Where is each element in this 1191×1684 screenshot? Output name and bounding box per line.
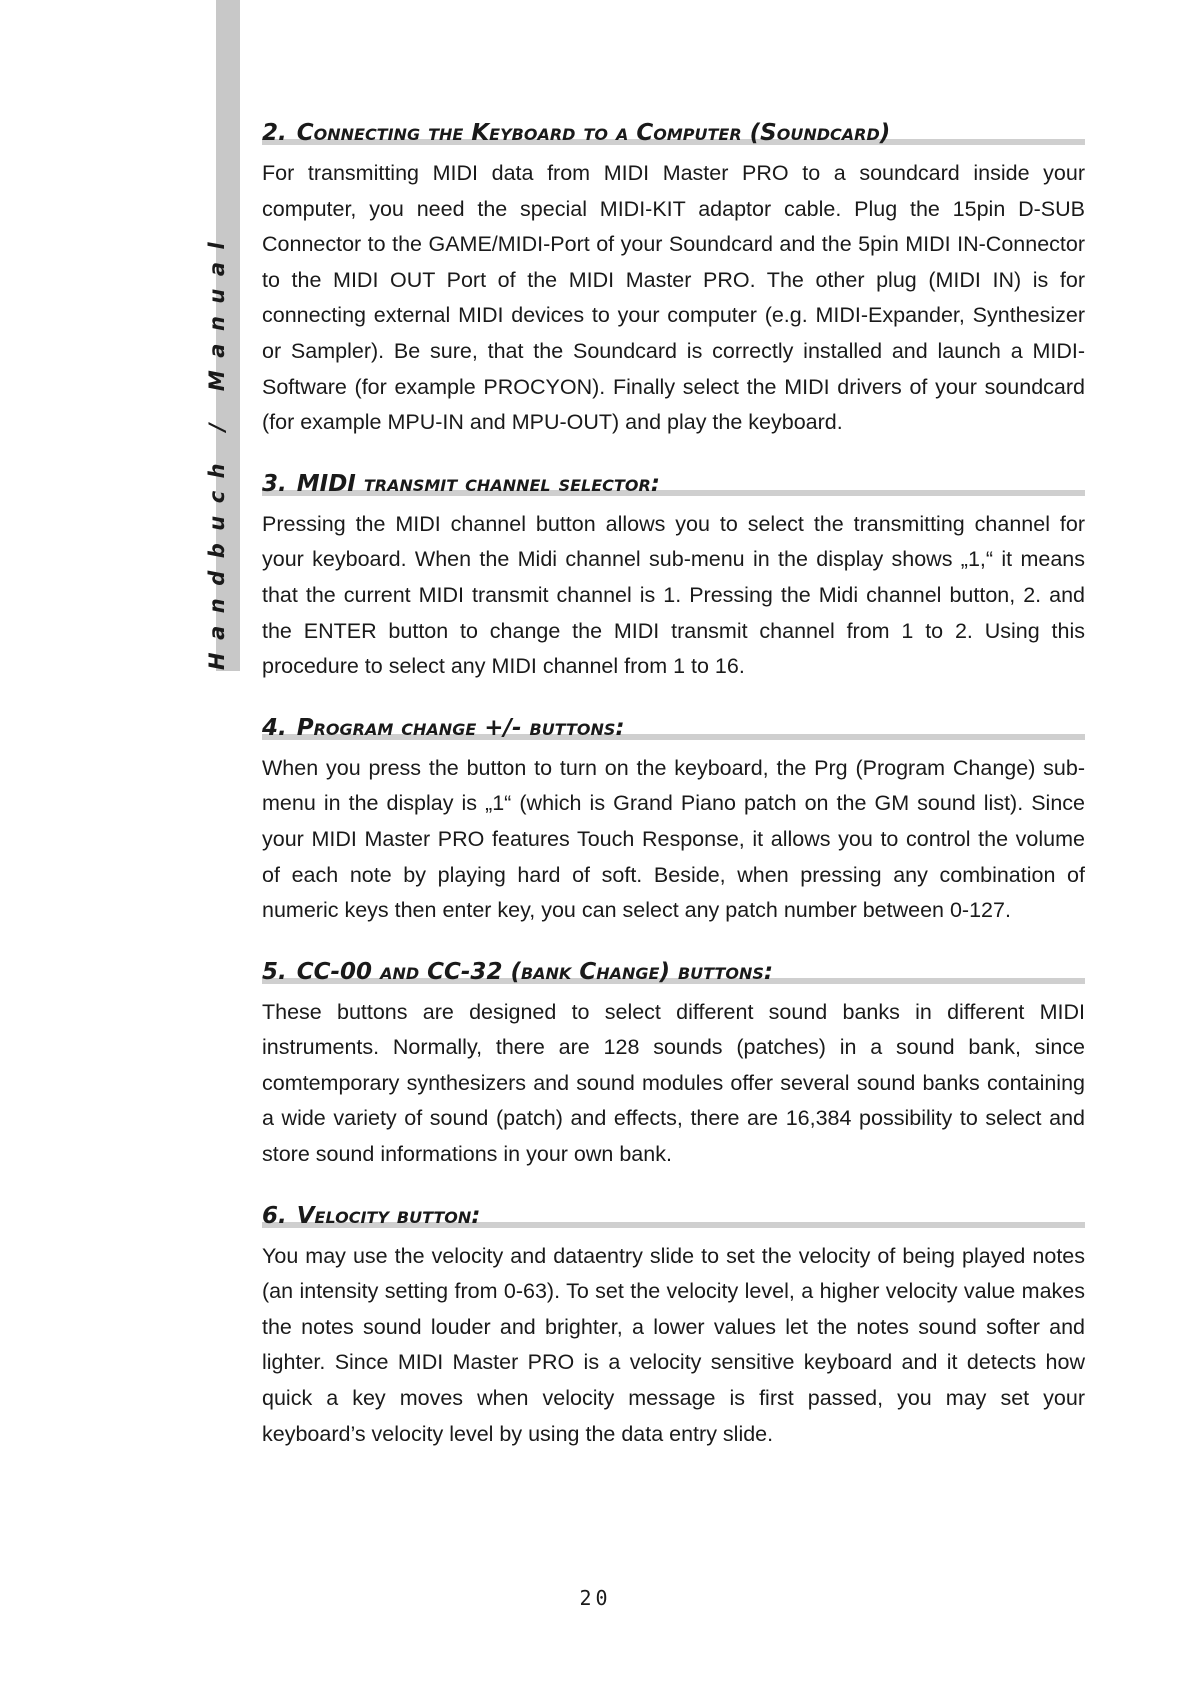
section-velocity <box>262 1195 1085 1453</box>
section-program-change <box>262 707 1085 929</box>
section-heading <box>262 951 1085 991</box>
page-number: 20 <box>579 1586 612 1610</box>
heading-title <box>262 958 773 986</box>
page-content <box>262 112 1085 1474</box>
section-midi-channel <box>262 463 1085 685</box>
section-body: When you press the button to turn on the keyboard, the Prg (Program Change) sub-menu in the display is „1“ (which is Grand Piano patch on the GM sound list). Since your MIDI Master PRO features Touch Response, it allows you to control the volume of each note by playing hard of soft. Beside, when pressing any combination of numeric keys then enter key, you can select any patch number between 0-127. <box>262 755 1085 923</box>
heading-title <box>262 119 890 147</box>
section-number: 3. <box>262 470 287 497</box>
section-heading <box>262 463 1085 503</box>
section-connecting-computer <box>262 112 1085 441</box>
section-number: 2. <box>262 120 287 146</box>
section-title: CC-00 and CC-32 (bank Change) buttons: <box>296 958 774 985</box>
section-body: For transmitting MIDI data from MIDI Master PRO to a soundcard inside your computer, you need the special MIDI-KIT adaptor cable. Plug the 15pin D-SUB Connector to the GAME/MIDI-Port of your Soundcard and the 5pin MIDI IN-Connector to the MIDI OUT Port of the MIDI Master PRO. The other plug (MIDI IN) is for connecting external MIDI devices to your computer (e.g. MIDI-Expander, Synthesizer or Sampler). Be sure, that the Soundcard is correctly installed and launch a MIDI-Software (for example PROCYON). Finally select the MIDI drivers of your soundcard (for example MPU-IN and MPU-OUT) and play the keyboard. <box>262 161 1085 435</box>
section-heading <box>262 707 1085 747</box>
side-label: Handbuch / Manual <box>205 229 229 670</box>
section-number: 5. <box>262 958 287 985</box>
section-heading <box>262 112 1085 152</box>
section-number: 6. <box>262 1202 287 1229</box>
heading-title <box>262 714 625 742</box>
section-bank-change <box>262 951 1085 1173</box>
section-body: These buttons are designed to select different sound banks in different MIDI instruments. Normally, there are 128 sounds (patches) in a sound bank, since comtemporary synthesizers and sound modules offer several sound banks containing a wide variety of sound (patch) and effects, there are 16,384 possibility to select and store sound informations in your own bank. <box>262 999 1085 1167</box>
section-title: MIDI transmit channel selector: <box>296 470 660 497</box>
section-title: Connecting the Keyboard to a Computer (Soundcard) <box>296 120 891 146</box>
heading-title <box>262 470 660 498</box>
section-body: Pressing the MIDI channel button allows you to select the transmitting channel for your keyboard. When the Midi channel sub-menu in the display shows „1,“ it means that the current MIDI transmit channel is 1. Pressing the Midi channel button, 2. and the ENTER button to change the MIDI transmit channel from 1 to 2. Using this procedure to select any MIDI channel from 1 to 16. <box>262 511 1085 679</box>
section-number: 4. <box>262 714 287 741</box>
section-heading <box>262 1195 1085 1235</box>
heading-title <box>262 1202 480 1230</box>
section-body: You may use the velocity and dataentry slide to set the velocity of being played notes (an intensity setting from 0-63). To set the velocity level, a higher velocity value makes the notes sound louder and brighter, a lower values let the notes sound softer and lighter. Since MIDI Master PRO is a velocity sensitive keyboard and it detects how quick a key moves when velocity message is first passed, you may set your keyboard’s velocity level by using the data entry slide. <box>262 1243 1085 1446</box>
section-title: Velocity button: <box>296 1202 481 1229</box>
section-title: Program change +/- buttons: <box>296 714 625 741</box>
